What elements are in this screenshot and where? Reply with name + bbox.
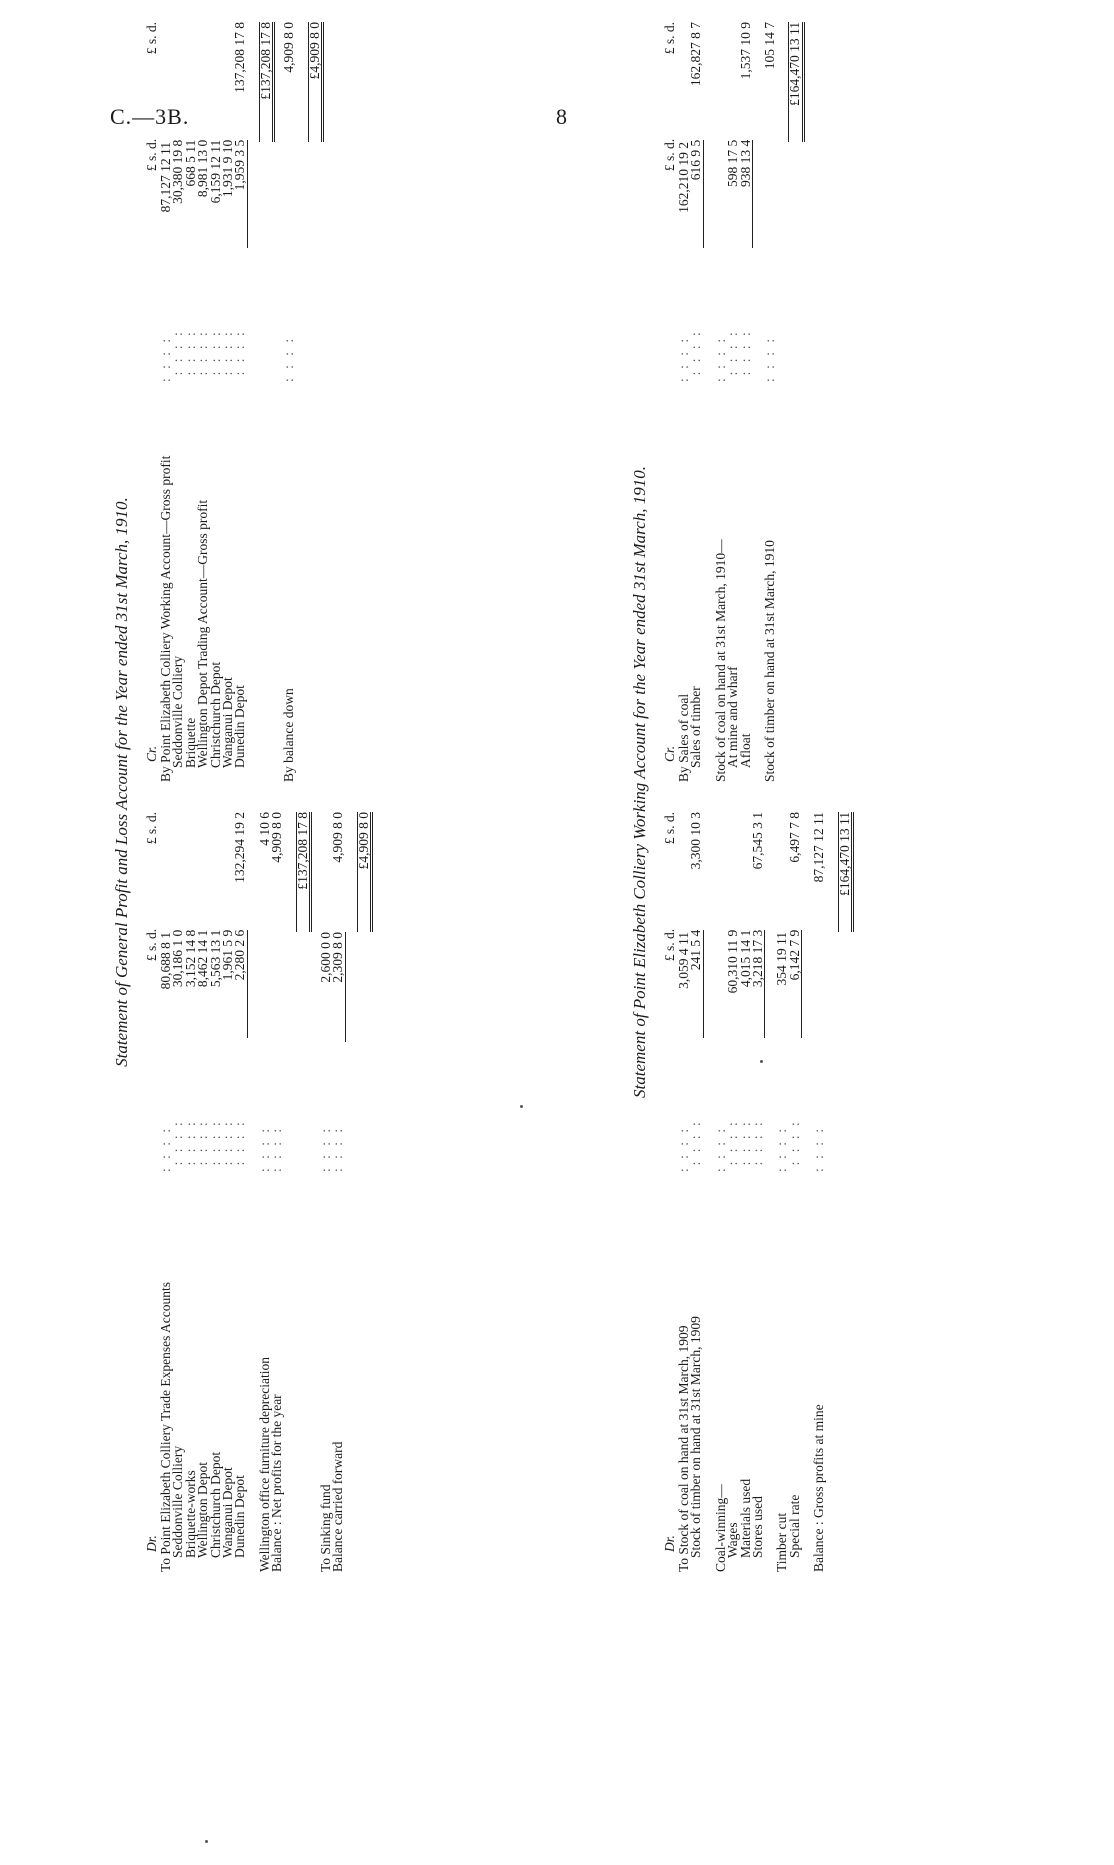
cr-heading: Cr. (662, 745, 677, 762)
ledger-row (776, 812, 788, 1572)
ledger-row (296, 812, 308, 1572)
credit-column (664, 22, 801, 782)
amount-subtotal: 5,563 13 1 (207, 929, 223, 988)
page-number: 8 (556, 104, 567, 129)
credit-column (146, 22, 320, 782)
ledger-label: Balance carried forward (330, 1441, 346, 1572)
amount-total: £164,470 13 11 (838, 812, 854, 932)
ledger-row (219, 812, 235, 1572)
ledger-label: Sales of timber (688, 686, 704, 768)
ledger-label: Wellington Depot Trading Account—Gross profit (195, 499, 211, 768)
leader-dots: : : : : (158, 335, 173, 382)
leader-dots: : : : : (317, 1125, 333, 1172)
amount-subtotal: 2,280 2 6 (234, 930, 247, 1038)
ledger-row (357, 812, 369, 1572)
amount-subtotal: 2,309 8 0 (332, 932, 345, 1042)
amount-total: 162,827 8 7 (688, 22, 704, 87)
amount-subtotal: 87,127 12 11 (158, 142, 173, 213)
leader-dots: : : : : (688, 1119, 704, 1166)
ledger-row (182, 812, 198, 1572)
amount-total: 87,127 12 11 (811, 812, 827, 883)
ledger-row (234, 22, 246, 782)
statement-title: Statement of Point Elizabeth Colliery Working Account for the Year ended 31st March, 1910. (630, 466, 649, 1098)
amount-subtotal: 2,600 0 0 (317, 932, 333, 983)
amount-subtotal: 6,142 7 9 (789, 930, 802, 1038)
amount-total: 3,300 10 3 (688, 812, 704, 870)
amount-total: £137,208 17 8 (296, 812, 312, 932)
ledger-row (678, 22, 690, 782)
ledger-label: Timber cut (774, 1512, 790, 1572)
dr-heading: Dr. (662, 1535, 677, 1552)
ledger-row (259, 22, 271, 782)
leader-dots: : : : : (195, 329, 211, 376)
row-gap (776, 22, 788, 782)
amount-subtotal: 1,931 9 10 (219, 139, 235, 198)
leader-dots: : : : : (725, 329, 741, 376)
ledger-row (737, 22, 753, 782)
row-gap (826, 812, 838, 1572)
ledger-row (786, 812, 802, 1572)
leader-dots: : : : : (737, 1119, 753, 1166)
ledger-label: Briquette-works (182, 1470, 198, 1558)
debit-column (146, 812, 369, 1572)
ledger-row (749, 812, 765, 1572)
ledger-label: Briquette (182, 717, 198, 768)
ledger-label: By Sales of coal (676, 693, 691, 782)
amount-subtotal: 1,959 3 5 (234, 140, 247, 248)
leader-dots: : : : : (811, 1125, 827, 1172)
ledger-label: Christchurch Depot (207, 661, 223, 768)
ledger-row (234, 812, 246, 1572)
ledger-label: To Point Elizabeth Colliery Trade Expenses Accounts (158, 1281, 173, 1572)
leader-dots: : : : : (725, 1119, 741, 1166)
ledger-label: Special rate (786, 1494, 802, 1558)
amount-total: 67,545 3 1 (749, 812, 765, 870)
ledger-label: By Point Elizabeth Colliery Working Account—Gross profit (158, 455, 173, 782)
amount-subtotal: 6,159 12 11 (207, 139, 223, 204)
amount-subtotal: 162,210 19 2 (676, 142, 691, 213)
row-gap (703, 812, 715, 1572)
ledger-row (219, 22, 235, 782)
row-gap (284, 812, 296, 1572)
leader-dots: : : : : (195, 1119, 211, 1166)
amount-subtotal: 8,462 14 1 (195, 929, 211, 988)
leader-dots: : : : : (182, 329, 198, 376)
ledger-row (690, 812, 702, 1572)
ledger-label: Seddonville Colliery (170, 1445, 186, 1558)
amount-total: 4,909 8 0 (330, 812, 346, 863)
amount-subtotal: 8,981 13 0 (195, 139, 211, 198)
ledger-label: Afloat (737, 733, 753, 768)
leader-dots: : : : : (676, 335, 691, 382)
leader-dots: : : : : (207, 329, 223, 376)
ledger-row (332, 812, 344, 1572)
ledger-label: To Stock of coal on hand at 31st March, 1909 (676, 1325, 691, 1572)
money-heading: £ s. d. (144, 812, 159, 845)
amount-total: 4,909 8 0 (269, 812, 285, 863)
leader-dots: : : : : (676, 1125, 691, 1172)
ledger-row (838, 812, 850, 1572)
ledger-row (813, 812, 825, 1572)
ink-speck (205, 1840, 208, 1843)
ledger-label: Wanganui Depot (219, 1467, 235, 1558)
amount-subtotal: 1,961 5 9 (219, 929, 235, 981)
ledger-row (727, 22, 739, 782)
ledger-label: To Sinking fund (317, 1484, 333, 1572)
ledger-label: Dunedin Depot (232, 1475, 248, 1558)
ledger-row (308, 22, 320, 782)
ledger-row (207, 812, 223, 1572)
ledger-label: Wellington office furniture depreciation (256, 1357, 272, 1572)
statement-title: Statement of General Profit and Loss Account for the Year ended 31st March, 1910. (112, 497, 131, 1067)
leader-dots: : : : : (170, 1119, 186, 1166)
ledger-label: Stock of coal on hand at 31st March, 1910— (712, 539, 728, 782)
ledger-row (690, 22, 702, 782)
ink-speck (760, 1060, 763, 1063)
ledger-label: Christchurch Depot (207, 1451, 223, 1558)
amount-total: £164,470 13 11 (788, 22, 804, 142)
amount-total: 137,208 17 8 (232, 22, 248, 93)
amount-subtotal: 938 13 4 (740, 140, 753, 248)
amount-subtotal: 80,688 8 1 (158, 932, 173, 990)
ledger-row (172, 812, 184, 1572)
money-heading: £ s. d. (144, 928, 159, 962)
row-gap (345, 812, 357, 1572)
leader-dots: : : : : (737, 329, 753, 376)
dr-heading: Dr. (144, 1535, 159, 1552)
amount-subtotal: 3,218 17 3 (752, 930, 765, 1038)
ink-speck (520, 1105, 523, 1108)
leader-dots: : : : : (158, 1125, 173, 1172)
amount-total: 4,909 8 0 (281, 22, 297, 73)
ledger-row (271, 812, 283, 1572)
ledger-label: Wellington Depot (195, 1461, 211, 1558)
ledger-row (207, 22, 223, 782)
amount-total: £137,208 17 8 (259, 22, 275, 142)
ledger-label: Coal-winning— (712, 1484, 728, 1572)
amount-total: 132,294 19 2 (232, 812, 248, 883)
amount-subtotal: 3,059 4 11 (676, 932, 691, 989)
amount-subtotal: 30,380 19 8 (170, 139, 186, 204)
amount-total: £4,909 8 0 (308, 22, 324, 142)
amount-subtotal: 598 17 5 (725, 139, 741, 188)
leader-dots: : : : : (232, 1119, 248, 1166)
money-heading: £ s. d. (144, 22, 159, 55)
ledger-row (172, 22, 184, 782)
amount-total: 105 14 7 (761, 22, 777, 70)
leader-dots: : : : : (207, 1119, 223, 1166)
ledger-label: Wages (725, 1522, 741, 1558)
leader-dots: : : : : (330, 1125, 346, 1172)
ledger-label: Seddonville Colliery (170, 655, 186, 768)
ledger-row (283, 22, 295, 782)
money-heading: £ s. d. (662, 928, 677, 962)
row-gap (764, 812, 776, 1572)
document-reference: C.—3B. (110, 104, 190, 129)
leader-dots: : : : : (219, 1119, 235, 1166)
ledger-row (712, 812, 728, 1572)
ledger-label: Stores used (749, 1496, 765, 1558)
leader-dots: : : : : (688, 329, 704, 376)
amount-subtotal: 668 5 11 (182, 139, 198, 187)
amount-subtotal: 241 5 4 (690, 930, 703, 1038)
ledger-label: Balance : Gross profits at mine (811, 1404, 827, 1572)
leader-dots: : : : : (712, 1125, 728, 1172)
ledger-label: Balance : Net profits for the year (269, 1394, 285, 1572)
money-heading: £ s. d. (662, 22, 677, 55)
amount-subtotal: 4,015 14 1 (737, 929, 753, 988)
money-heading: £ s. d. (144, 138, 159, 172)
ledger-label: Stock of timber on hand at 31st March, 1909 (688, 1316, 704, 1558)
amount-subtotal: 30,186 1 0 (170, 929, 186, 988)
amount-subtotal: 60,310 11 9 (725, 929, 741, 994)
amount-subtotal: 354 19 11 (774, 932, 790, 986)
amount-total: 6,497 7 8 (786, 812, 802, 863)
amount-total: 4 10 6 (256, 812, 272, 846)
leader-dots: : : : : (269, 1125, 285, 1172)
leader-dots: : : : : (182, 1119, 198, 1166)
leader-dots: : : : : (774, 1125, 790, 1172)
leader-dots: : : : : (761, 335, 777, 382)
leader-dots: : : : : (256, 1125, 272, 1172)
ledger-label: Stock of timber on hand at 31st March, 1910 (761, 540, 777, 782)
cr-heading: Cr. (144, 745, 159, 762)
ledger-row (727, 812, 739, 1572)
amount-subtotal: 616 9 5 (690, 140, 703, 248)
leader-dots: : : : : (712, 335, 728, 382)
ledger-label: Dunedin Depot (232, 685, 248, 768)
ledger-label: At mine and wharf (725, 666, 741, 768)
amount-total: £4,909 8 0 (357, 812, 373, 932)
money-heading: £ s. d. (662, 138, 677, 172)
amount-total: 1,537 10 9 (737, 22, 753, 80)
ledger-label: By balance down (281, 688, 297, 782)
ledger-label: Materials used (737, 1478, 753, 1558)
working-account-statement (630, 0, 1050, 1572)
ledger-row (787, 22, 803, 782)
row-gap (296, 22, 308, 782)
leader-dots: : : : : (281, 335, 297, 382)
row-gap (247, 22, 259, 782)
leader-dots: : : : : (232, 329, 248, 376)
leader-dots: : : : : (170, 329, 186, 376)
ledger-row (761, 22, 777, 782)
amount-subtotal: 3,152 14 8 (182, 929, 198, 988)
leader-dots: : : : : (219, 329, 235, 376)
leader-dots: : : : : (749, 1119, 765, 1166)
ledger-row (737, 812, 753, 1572)
ledger-label: Wanganui Depot (219, 677, 235, 768)
money-heading: £ s. d. (662, 812, 677, 845)
leader-dots: : : : : (786, 1119, 802, 1166)
debit-column (664, 812, 850, 1572)
